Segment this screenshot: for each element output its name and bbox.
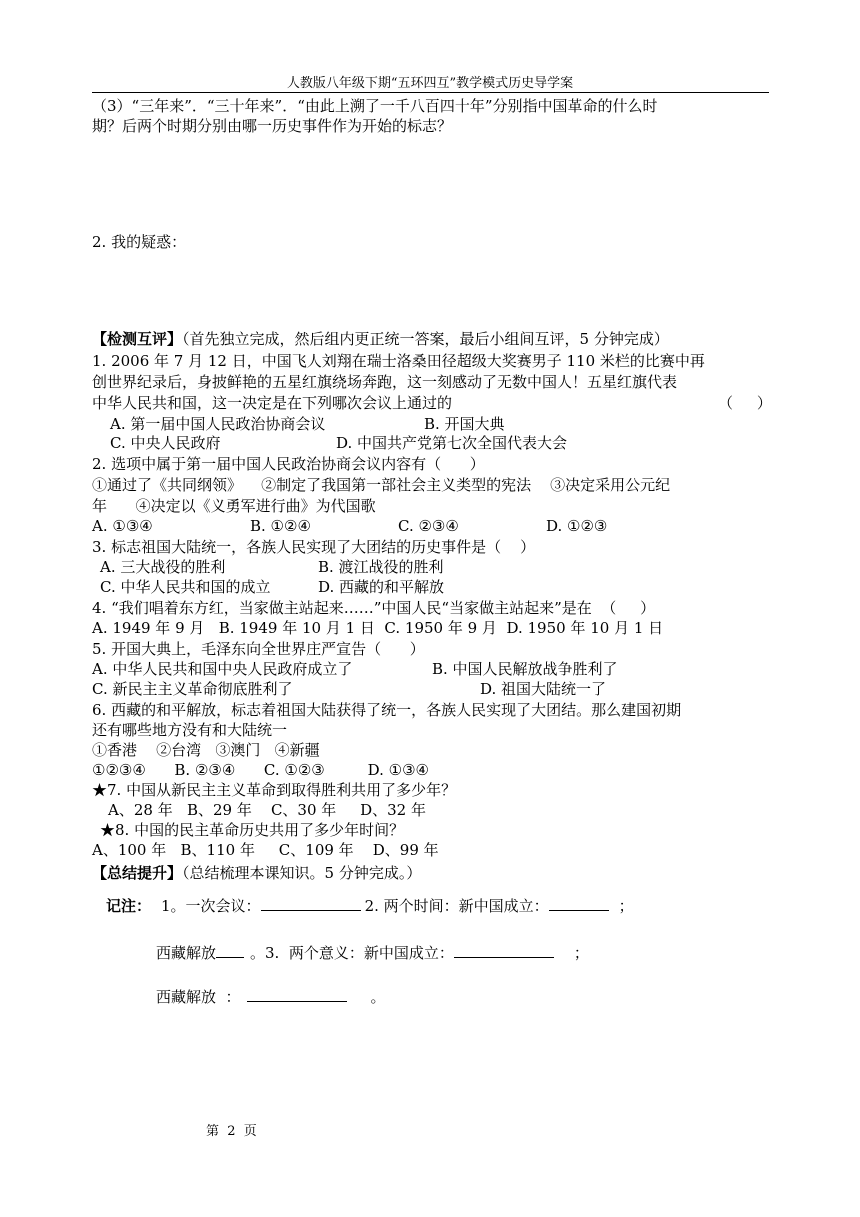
q2-option-c: C. ②③④ (398, 517, 459, 535)
summary-line-3 (156, 987, 386, 1006)
test-instruction: （首先独立完成，然后组内更正统一答案，最后小组间互评，5 分钟完成） (182, 330, 669, 348)
q1-line-2: 创世界纪录后，身披鲜艳的五星红旗绕场奔跑，这一刻感动了无数中国人！五星红旗代表 (92, 373, 678, 391)
question-3-line-2: 期？后两个时期分别由哪一历史事件作为开始的标志？ (92, 117, 453, 135)
semicolon-1: ； (618, 897, 634, 915)
q4-options: A. 1949 年 9 月 B. 1949 年 10 月 1 日 C. 1950 年 9 月 D. 1950 年 10 月 1 日 (92, 619, 664, 637)
q3-line-1: 3. 标志祖国大陆统一，各族人民实现了大团结的历史事件是（ ） (92, 538, 536, 556)
q5-option-c: C. 新民主主义革命彻底胜利了 (92, 680, 293, 698)
q2-option-b: B. ①②④ (250, 517, 311, 535)
summary-line-1 (106, 896, 634, 915)
q2-line-1: 2. 选项中属于第一届中国人民政治协商会议内容有（ ） (92, 455, 485, 473)
q5-line-1: 5. 开国大典上，毛泽东向全世界庄严宣告（ ） (92, 640, 425, 658)
q1-line-3: 中华人民共和国，这一决定是在下列哪次会议上通过的 (92, 394, 453, 412)
tibet-liberation-label-1: 西藏解放 (156, 944, 217, 962)
summary-instruction: （总结梳理本课知识。5 分钟完成。） (182, 864, 422, 882)
tibet-liberation-label-2: 西藏解放 ： (156, 988, 241, 1006)
summary-item-2: 2. 两个时间：新中国成立： (364, 897, 549, 915)
q6-options: ①②③④ B. ②③④ C. ①②③ D. ①③④ (92, 761, 430, 779)
q8-line-1: ★8. 中国的民主革命历史共用了多少年时间？ (100, 821, 405, 839)
q3-option-c: C. 中华人民共和国的成立 (100, 578, 271, 596)
q2-line-2: ①通过了《共同纲领》 ②制定了我国第一部社会主义类型的宪法 ③决定采用公元纪 (92, 476, 671, 494)
q5-option-a: A. 中华人民共和国中央人民政府成立了 (92, 660, 353, 678)
q8-options: A、100 年 B、110 年 C、109 年 D、99 年 (92, 841, 439, 859)
q2-line-3: 年 ④决定以《义勇军进行曲》为代国歌 (92, 497, 376, 515)
q1-option-c: C. 中央人民政府 (110, 434, 221, 452)
note-label: 记注： (106, 897, 152, 915)
q6-line-2: 还有哪些地方没有和大陆统一 (92, 721, 288, 739)
q3-option-b: B. 渡江战役的胜利 (318, 558, 444, 576)
summary-item-1: 1。一次会议： (161, 897, 261, 915)
header-rule (92, 92, 769, 93)
summary-heading: 【总结提升】 (92, 864, 183, 882)
q1-line-1: 1. 2006 年 7 月 12 日，中国飞人刘翔在瑞士洛桑田径超级大奖赛男子 110 米栏的比赛中再 (92, 352, 705, 370)
q2-option-d: D. ①②③ (546, 517, 608, 535)
tibet-liberation-time-blank[interactable] (216, 943, 244, 958)
q6-line-1: 6. 西藏的和平解放，标志着祖国大陆获得了统一，各族人民实现了大团结。那么建国初期 (92, 701, 682, 719)
doubts-label: 2. 我的疑惑： (92, 233, 187, 251)
q1-option-b: B. 开国大典 (424, 415, 505, 433)
q1-answer-paren: （ ） (718, 394, 772, 412)
test-section-title (92, 330, 669, 348)
prc-founding-significance-blank[interactable] (454, 943, 554, 958)
page-header: 人教版八年级下期“五环四互”教学模式历史导学案 (286, 76, 574, 91)
q3-option-d: D. 西藏的和平解放 (318, 578, 445, 596)
question-3-line-1: （3）“三年来”．“三十年来”．“由此上溯了一千八百四十年”分别指中国革命的什么时 (92, 97, 658, 115)
q5-option-d: D. 祖国大陆统一了 (480, 680, 607, 698)
q5-option-b: B. 中国人民解放战争胜利了 (432, 660, 618, 678)
summary-line-2 (156, 943, 589, 962)
summary-section-title (92, 864, 421, 882)
q7-options: A、28 年 B、29 年 C、30 年 D、32 年 (108, 801, 426, 819)
page-number: 第 2 页 (206, 1124, 257, 1139)
q6-line-3: ①香港 ②台湾 ③澳门 ④新疆 (92, 741, 320, 759)
q1-option-d: D. 中国共产党第七次全国代表大会 (336, 434, 568, 452)
q2-option-a: A. ①③④ (92, 517, 153, 535)
q1-option-a: A. 第一届中国人民政治协商会议 (110, 415, 326, 433)
final-period: 。 (370, 988, 386, 1006)
tibet-liberation-significance-blank[interactable] (247, 987, 347, 1002)
one-meeting-blank[interactable] (261, 896, 361, 911)
prc-founding-time-blank[interactable] (549, 896, 609, 911)
q4-line-1: 4. “我们唱着东方红，当家做主站起来……”中国人民“当家做主站起来”是在 （ ） (92, 599, 656, 617)
semicolon-2: ； (573, 944, 589, 962)
q7-line-1: ★7. 中国从新民主主义革命到取得胜利共用了多少年？ (92, 781, 457, 799)
test-heading: 【检测互评】 (92, 330, 183, 348)
q3-option-a: A. 三大战役的胜利 (100, 558, 226, 576)
summary-item-3: 。3. 两个意义：新中国成立： (250, 944, 454, 962)
